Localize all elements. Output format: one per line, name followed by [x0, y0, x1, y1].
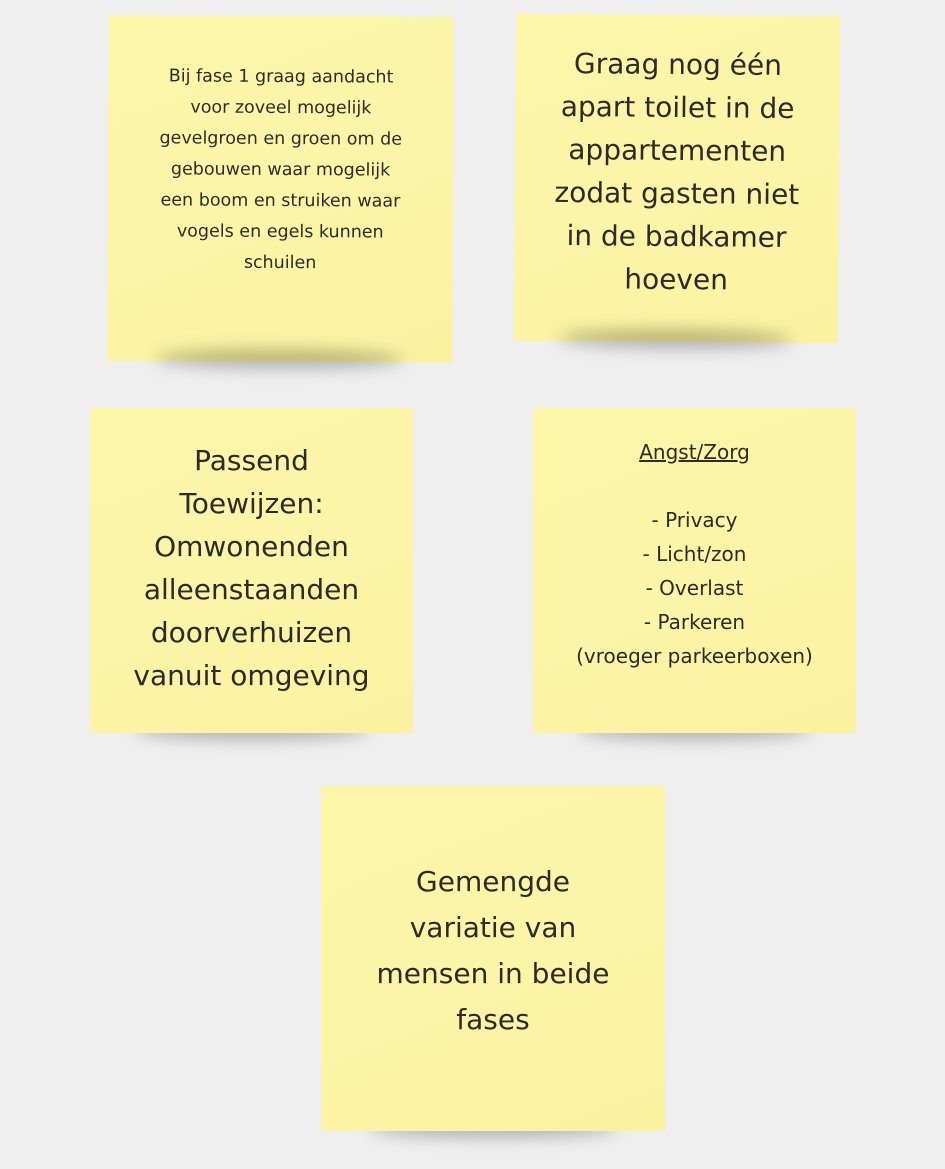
- sticky-note-text: Passend Toewijzen: Omwonenden alleenstaanden doorverhuizen vanuit omgeving: [133, 443, 370, 692]
- sticky-note-angst-zorg[interactable]: [533, 408, 856, 733]
- sticky-note-green-facade[interactable]: [107, 15, 454, 363]
- sticky-note-text: Gemengde variatie van mensen in beide fases: [376, 864, 610, 1036]
- sticky-note-separate-toilet[interactable]: [514, 14, 841, 344]
- sticky-note-content: [576, 401, 813, 707]
- sticky-note-gemengde-variatie[interactable]: [321, 786, 665, 1131]
- sticky-note-heading: Angst/Zorg: [639, 439, 750, 464]
- sticky-note-text: Graag nog één apart toilet in de appartementen zodat gasten niet in de badkamer hoeven: [554, 46, 800, 296]
- sticky-note-text: Bij fase 1 graag aandacht voor zoveel mogelijk gevelgroen en groen om de gebouwen waar mogelijk een boom en struiken waar vogels en egels kunnen schuilen: [159, 65, 403, 273]
- sticky-note-text: - Privacy - Licht/zon - Overlast - Parkeren (vroeger parkeerboxen): [576, 507, 813, 668]
- sticky-note-passend-toewijzen[interactable]: [90, 408, 413, 733]
